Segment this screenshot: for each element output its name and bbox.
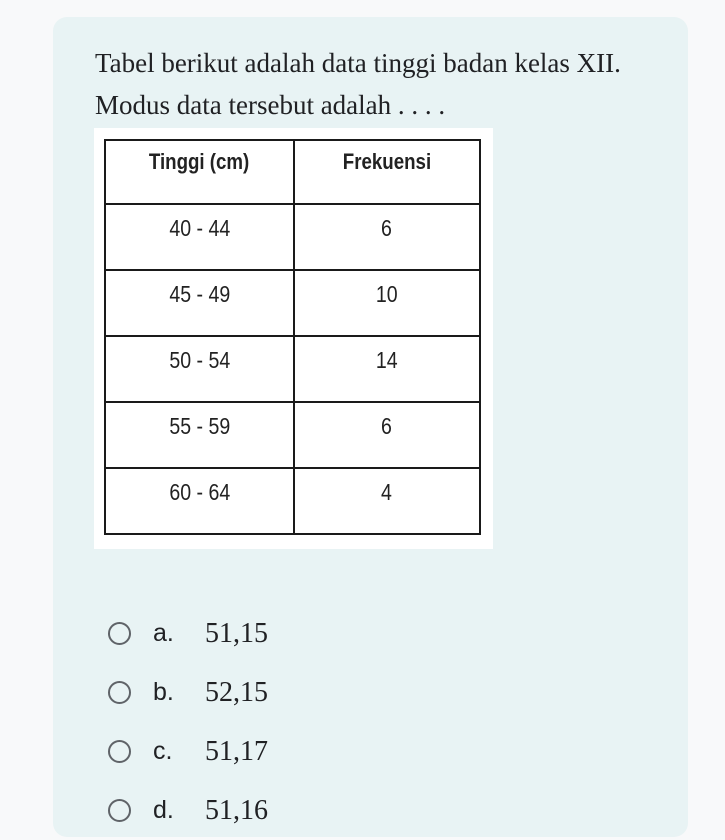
option-b[interactable] (108, 663, 268, 722)
table-header-row (105, 140, 480, 204)
table-row (105, 402, 480, 468)
cell-frequency: 6 (294, 204, 480, 270)
answer-options (108, 604, 268, 840)
option-a[interactable] (108, 604, 268, 663)
cell-frequency: 6 (294, 402, 480, 468)
cell-frequency: 10 (294, 270, 480, 336)
cell-interval: 45 - 49 (105, 270, 294, 336)
frequency-table (104, 139, 481, 535)
cell-interval: 40 - 44 (105, 204, 294, 270)
table-row (105, 204, 480, 270)
option-value: 51,15 (205, 617, 268, 649)
cell-frequency: 4 (294, 468, 480, 534)
option-value: 51,16 (205, 794, 268, 826)
option-letter: d. (153, 796, 174, 824)
cell-interval: 50 - 54 (105, 336, 294, 402)
option-c[interactable] (108, 722, 268, 781)
radio-button-icon[interactable] (108, 740, 131, 763)
table-row (105, 270, 480, 336)
table-row (105, 336, 480, 402)
option-value: 52,15 (205, 676, 268, 708)
header-height: Tinggi (cm) (105, 140, 294, 204)
table-row (105, 468, 480, 534)
cell-frequency: 14 (294, 336, 480, 402)
header-frequency: Frekuensi (294, 140, 480, 204)
radio-button-icon[interactable] (108, 799, 131, 822)
radio-button-icon[interactable] (108, 681, 131, 704)
option-d[interactable] (108, 781, 268, 840)
option-letter: a. (153, 619, 174, 647)
option-value: 51,17 (205, 735, 268, 767)
option-letter: c. (153, 737, 173, 765)
data-table-image (94, 128, 493, 549)
option-letter: b. (153, 678, 174, 706)
question-text: Tabel berikut adalah data tinggi badan kelas XII. Modus data tersebut adalah . . . . (95, 48, 621, 120)
cell-interval: 55 - 59 (105, 402, 294, 468)
cell-interval: 60 - 64 (105, 468, 294, 534)
radio-button-icon[interactable] (108, 622, 131, 645)
